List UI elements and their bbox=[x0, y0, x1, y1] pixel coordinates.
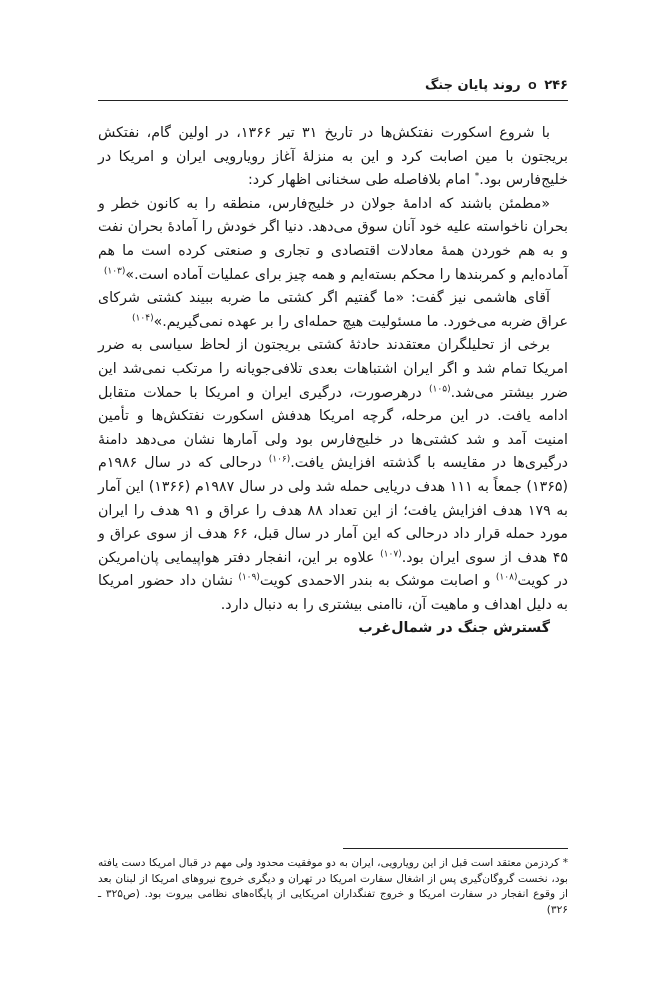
analysis-text-e: و اصابت موشک به بندر الاحمدی کویت bbox=[259, 573, 496, 590]
reference-108: (۱۰۸) bbox=[495, 572, 518, 583]
footnote-rule bbox=[343, 848, 568, 849]
section-title: گسترش جنگ در شمال‌غرب bbox=[358, 620, 550, 637]
quote-hashemi-text: آقای هاشمی نیز گفت: «ما گفتیم اگر کشتی ما ضربه ببیند کشتی شرکای عراق ضربه می‌خورد. ما مسئولیت هیچ حمله‌ای را بر عهده نمی‌گیریم.» bbox=[98, 290, 568, 330]
analysis-text-a: برخی از تحلیلگران معتقدند حادثهٔ کشتی بریجتون از لحاظ سیاسی به ضرر امریکا تمام شد و اگر ایران اشتباهات بعدی تلافی‌جویانه را مرتکب نمی‌شد این ضرر بیشتر می‌شد. bbox=[98, 337, 568, 401]
paragraph-1 bbox=[98, 122, 568, 193]
analysis-text-d: علاوه بر این، انفجار دفتر هواپیمایی پان‌امریکن در کویت bbox=[98, 549, 568, 590]
reference-103: (۱۰۳) bbox=[103, 265, 126, 276]
paragraph-analysis bbox=[98, 334, 568, 617]
reference-109: (۱۰۹) bbox=[238, 572, 260, 583]
header-rule bbox=[98, 100, 568, 101]
analysis-text-c: درحالی که در سال ۱۹۸۶م (۱۳۶۵) جمعاً به ۱۱۱ هدف دریایی حمله شد ولی در سال ۱۹۸۷م (۱۳۶۶) این آمار به ۱۷۹ هدف افزایش یافت؛ از این تعداد ۸۸ هدف را عراق و ۹۱ هدف را ایران مورد حمله قرار داد درحالی که این آمار در سال قبل، ۶۶ هدف از سوی عراق و ۴۵ هدف از سوی ایران بود. bbox=[98, 455, 568, 566]
reference-104: (۱۰۴) bbox=[132, 313, 154, 324]
footnote-marker: * bbox=[474, 171, 480, 182]
footnote: * کردزمن معتقد است قبل از این رویارویی، ایران به دو موفقیت محدود ولی مهم در قبال امریکا دست یافته بود، نخست گروگان‌گیری پس از اشغال سفارت امریکا در تهران و دیگری خروج نیروهای امریکا از لبنان بعد از وقوع انفجار در سفارت امریکا و خروج تفنگداران امریکایی از پایگاه‌های نظامی بیروت بود. (ص۳۲۵ ـ ۳۲۶) bbox=[98, 857, 568, 916]
body-text bbox=[98, 122, 568, 641]
running-header bbox=[425, 78, 568, 93]
page-number: ۲۴۶ bbox=[544, 78, 568, 93]
quote-hashemi bbox=[98, 287, 568, 334]
analysis-text-b: درهرصورت، درگیری ایران و امریکا با حملات متقابل ادامه یافت. در این مرحله، گرچه امریکا هدفش اسکورت نفتکش‌ها و تأمین امنیت آمد و شد کشتی‌ها در خلیج‌فارس بود ولی آمارها نشان می‌دهد دامنهٔ درگیری‌ها در مقایسه با گذشته افزایش یافت. bbox=[98, 384, 568, 472]
paragraph-1-text: با شروع اسکورت نفتکش‌ها در تاریخ ۳۱ تیر ۱۳۶۶، در اولین گام، نفتکش بریجتون با مین اصابت کرد و این به منزلهٔ آغاز رویارویی ایران و امریکا در خلیج‌فارس بود. bbox=[98, 125, 568, 189]
reference-105: (۱۰۵) bbox=[429, 383, 451, 394]
header-separator: O bbox=[528, 81, 537, 92]
paragraph-1-tail: امام بلافاصله طی سخنانی اظهار کرد: bbox=[247, 172, 475, 189]
chapter-title: روند پایان جنگ bbox=[424, 78, 521, 93]
quote-khomeini-text: «مطمئن باشند که ادامهٔ جولان در خلیج‌فارس، منطقه را به کانون خطر و بحران ناخواسته علیه خود آنان سوق می‌دهد. دنیا اگر خودش را آمادهٔ بحران نفت و به هم خوردن همهٔ معادلات اقتصادی و تجاری و صنعتی کرده است ما هم آماده‌ایم و کمربندها را محکم بسته‌ایم و همه چیز برای عملیات آماده است.» bbox=[98, 195, 568, 283]
reference-107: (۱۰۷) bbox=[380, 548, 402, 559]
quote-khomeini bbox=[98, 193, 568, 287]
analysis-text-f: نشان داد حضور امریکا به دلیل اهداف و ماهیت آن، ناامنی بیشتری را به دنبال دارد. bbox=[98, 573, 568, 613]
reference-106: (۱۰۶) bbox=[268, 454, 291, 465]
